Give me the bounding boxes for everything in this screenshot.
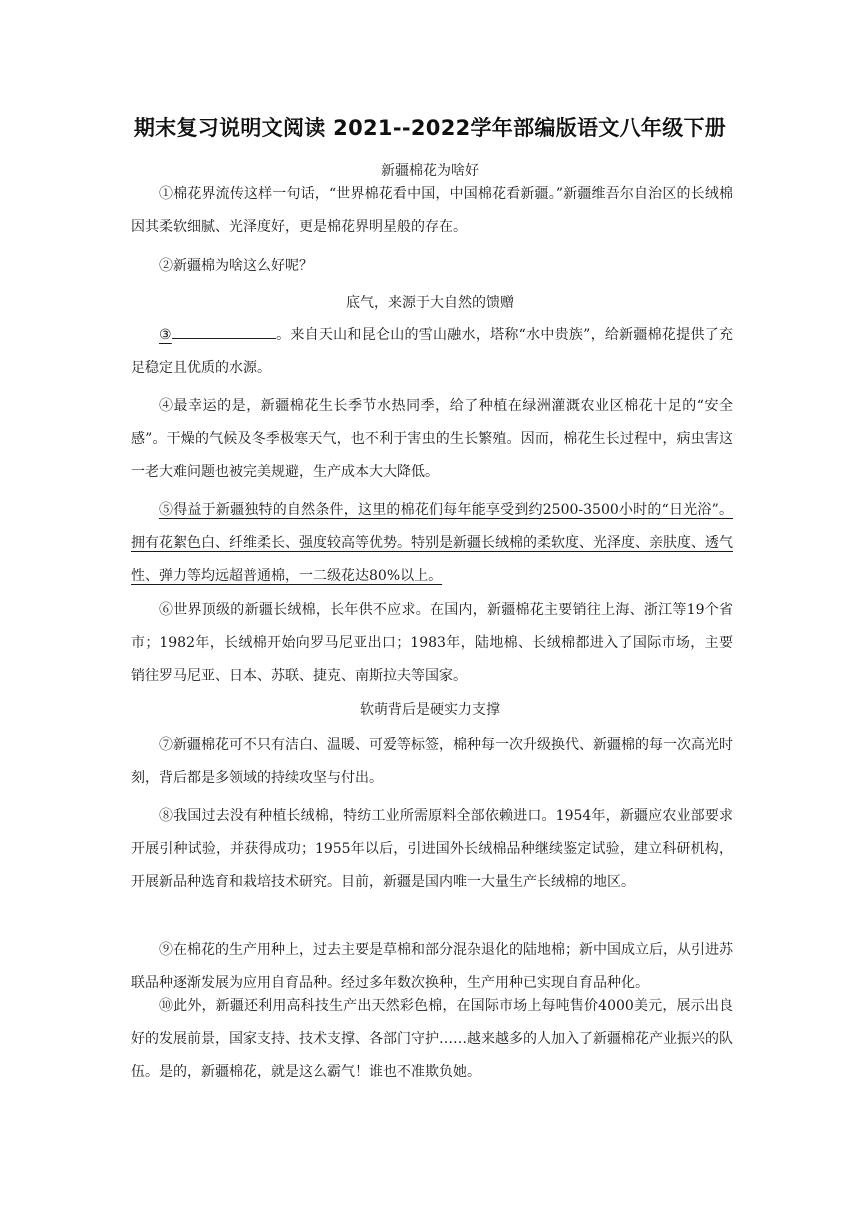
section-heading-1: 底气，来源于大自然的馈赠 — [346, 295, 514, 311]
paragraph-8: ⑧我国过去没有种植长绒棉，特纺工业所需原料全部依赖进口。1954年，新疆应农业部要求开展引种试验，并获得成功；1955年以后，引进国外长绒棉品种继续鉴定试验，建立科研机构，开展新品种选育和栽培技术研究。目前，新疆是国内唯一大量生产长绒棉的地区。 — [131, 808, 733, 890]
paragraph-7: ⑦新疆棉花可不只有洁白、温暖、可爱等标签，棉种每一次升级换代、新疆棉的每一次高光时刻，背后都是多领域的持续攻坚与付出。 — [131, 737, 733, 786]
paragraph-5-underlined — [131, 494, 733, 593]
fill-in-blank[interactable] — [172, 324, 276, 339]
paragraph-2: ②新疆棉为啥这么好呢？ — [159, 258, 313, 274]
paragraph-5-text: ⑤得益于新疆独特的自然条件，这里的棉花们每年能享受到约2500-3500小时的“日光浴”。拥有花絮色白、纤维柔长、强度较高等优势。特别是新疆长绒棉的柔软度、光泽度、亲肤度、透气性、弹力等均远超普通棉，一二级花达80%以上。 — [131, 502, 733, 584]
section-heading-2: 软萌背后是硬实力支撑 — [360, 702, 500, 718]
paragraph-9: ⑨在棉花的生产用种上，过去主要是草棉和部分混杂退化的陆地棉；新中国成立后，从引进苏联品种逐渐发展为应用自育品种。经过多年数次换种，生产用种已实现自育品种化。 — [131, 942, 733, 991]
paragraph-10: ⑩此外，新疆还利用高科技生产出天然彩色棉，在国际市场上每吨售价4000美元，展示出良好的发展前景，国家支持、技术支撑、各部门守护……越来越多的人加入了新疆棉花产业振兴的队伍。是的，新疆棉花，就是这么霸气！谁也不准欺负她。 — [131, 998, 733, 1080]
paragraph-1: ①棉花界流传这样一句话，“世界棉花看中国，中国棉花看新疆。”新疆维吾尔自治区的长绒棉因其柔软细腻、光泽度好，更是棉花界明星般的存在。 — [131, 186, 733, 235]
article-title: 新疆棉花为啥好 — [381, 163, 479, 179]
paragraph-3 — [131, 319, 733, 385]
page-title: 期末复习说明文阅读 2021--2022学年部编版语文八年级下册 — [133, 116, 727, 140]
paragraph-3-number: ③ — [159, 327, 172, 343]
paragraph-4: ④最幸运的是，新疆棉花生长季节水热同季，给了种植在绿洲灌溉农业区棉花十足的“安全感”。干燥的气候及冬季极寒天气，也不利于害虫的生长繁殖。因而，棉花生长过程中，病虫害这一老大难问题也被完美规避，生产成本大大降低。 — [131, 398, 733, 480]
paragraph-6: ⑥世界顶级的新疆长绒棉，长年供不应求。在国内，新疆棉花主要销往上海、浙江等19个省市；1982年，长绒棉开始向罗马尼亚出口；1983年，陆地棉、长绒棉都进入了国际市场，主要销往罗马尼亚、日本、苏联、捷克、南斯拉夫等国家。 — [131, 602, 733, 684]
paragraph-3-text: 。来自天山和昆仑山的雪山融水，塔称“水中贵族”，给新疆棉花提供了充足稳定且优质的水源。 — [131, 327, 733, 376]
